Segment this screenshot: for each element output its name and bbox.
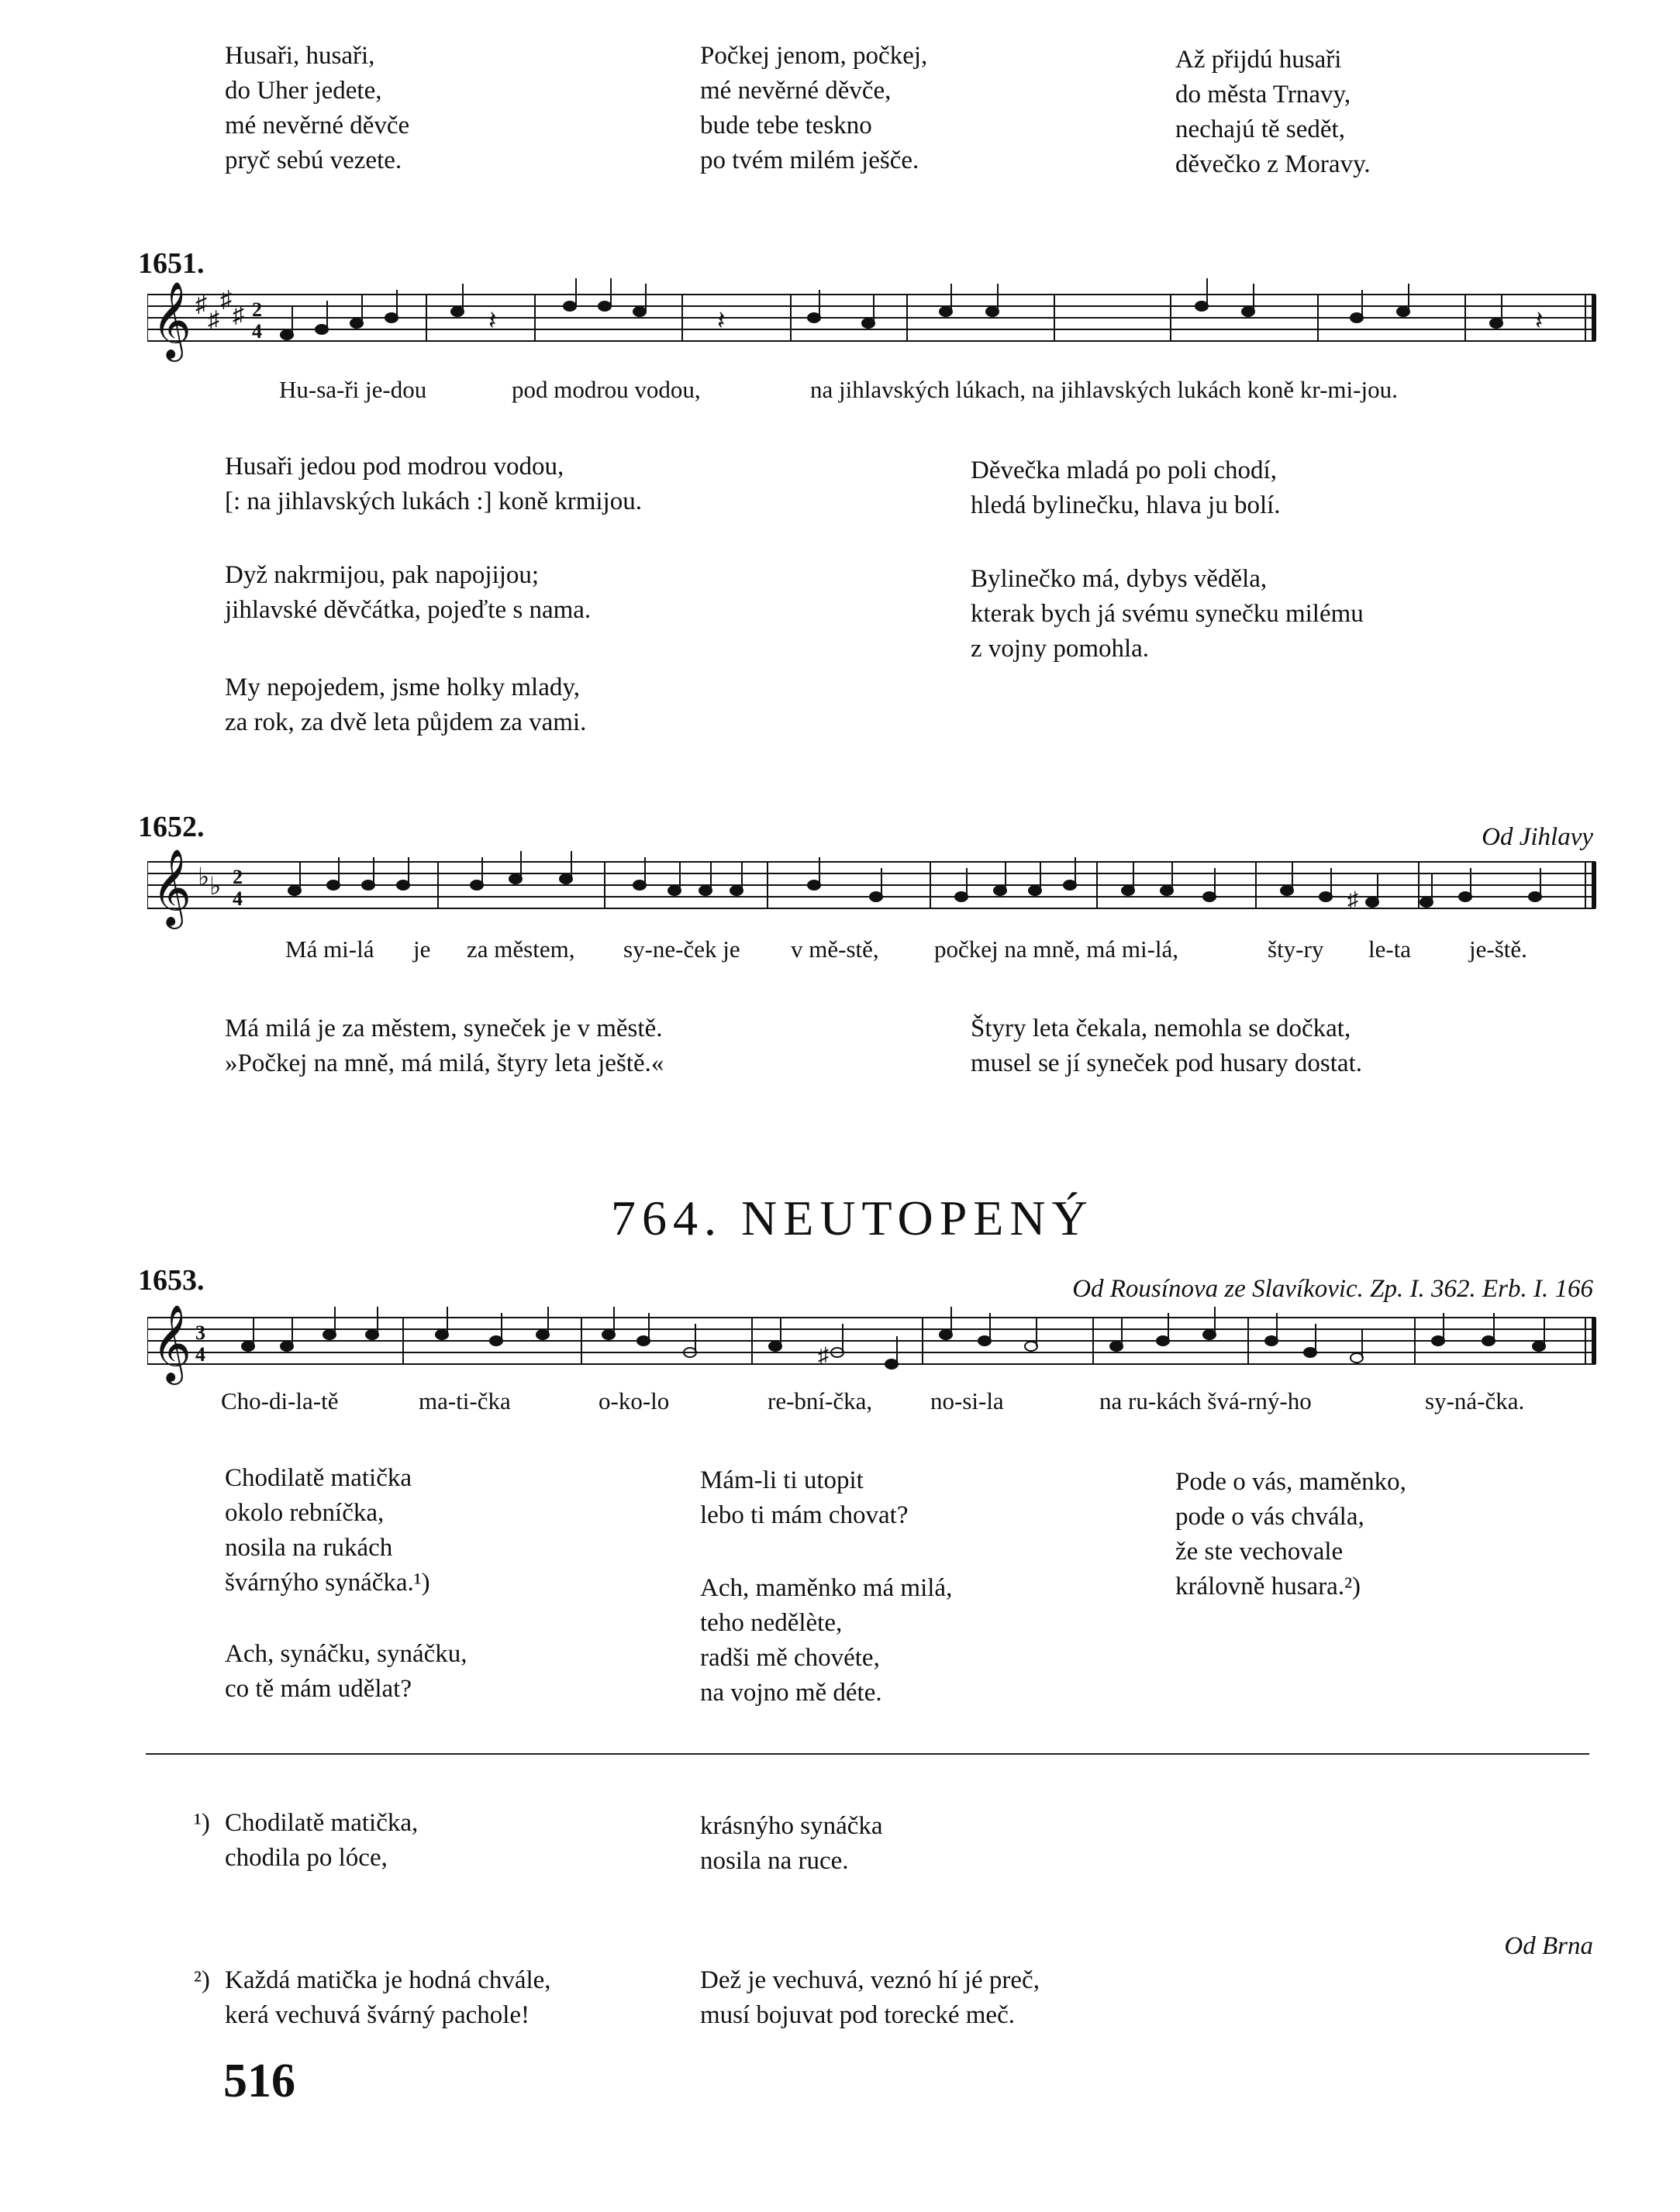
lyrics-1651-b: pod modrou vodou,	[512, 376, 701, 403]
svg-text:4: 4	[195, 1343, 205, 1366]
verse-1651-l2: Dyž nakrmijou, pak napojijou; jihlavské děvčátka, pojeďte s nama.	[225, 561, 592, 624]
section-title: 764. NEUTOPENÝ	[611, 1190, 1094, 1246]
lyrics-1653-g: sy-ná-čka.	[1425, 1387, 1525, 1414]
footnote-2-marker: ²)	[194, 1966, 210, 1994]
verse-1653-c3: Pode o vás, maměnko, pode o vás chvála, že ste vechovale královně husara.²)	[1175, 1468, 1406, 1600]
svg-text:3: 3	[195, 1321, 205, 1344]
footnote-1-right: krásnýho synáčka nosila na ruce.	[700, 1812, 883, 1875]
lyrics-1652-g: šty-ry	[1268, 935, 1324, 963]
lyrics-1651-c: na jihlavských lúkach, na jihlavských lukách koně kr-mi-jou.	[810, 376, 1398, 403]
svg-text:♭: ♭	[209, 872, 222, 900]
verse-1651-l1: Husaři jedou pod modrou vodou, [: na jihlavských lukách :] koně krmijou.	[225, 453, 642, 515]
svg-text:♯: ♯	[220, 287, 232, 312]
svg-text:𝄽: 𝄽	[1535, 307, 1544, 336]
lyrics-1652-c: za městem,	[467, 935, 575, 963]
svg-text:♯: ♯	[233, 302, 244, 328]
song-source-1652: Od Jihlavy	[1482, 823, 1593, 851]
verse-top-2: Počkej jenom, počkej, mé nevěrné děvče, bude tebe teskno po tvém milém ješče.	[700, 42, 928, 174]
svg-text:4: 4	[233, 887, 243, 910]
song-number-1653: 1653.	[138, 1264, 205, 1297]
lyrics-1653-b: ma-ti-čka	[419, 1387, 511, 1414]
verse-1652-left: Má milá je za městem, syneček je v městě. »Počkej na mně, má milá, štyry leta ještě.«	[225, 1015, 664, 1077]
svg-text:𝄽: 𝄽	[717, 307, 726, 336]
lyrics-1651-a: Hu-sa-ři je-dou	[279, 376, 427, 403]
verse-top-3: Až přijdú husaři do města Trnavy, nechajú tě sedět, děvečko z Moravy.	[1175, 46, 1371, 178]
footnote-divider	[146, 1753, 1589, 1755]
song-number-1651: 1651.	[138, 247, 205, 280]
svg-text:𝄞: 𝄞	[152, 849, 191, 926]
svg-text:♯: ♯	[818, 1344, 829, 1368]
lyrics-1652-a: Má mi-lá	[285, 935, 374, 963]
footnote-2-right: Dež je vechuvá, veznó hí jé preč, musí bojuvat pod torecké meč.	[700, 1966, 1040, 2029]
footnote-2-left: Každá matička je hodná chvále, kerá vechuvá švárný pachole!	[225, 1966, 551, 2029]
lyrics-1653-e: no-si-la	[930, 1387, 1004, 1414]
page-number: 516	[223, 2055, 295, 2107]
music-staff-1652	[147, 839, 1605, 939]
verse-top-1: Husaři, husaři, do Uher jedete, mé nevěrné děvče pryč sebú vezete.	[225, 42, 410, 174]
verse-1653-c1a: Chodilatě matička okolo rebníčka, nosila na rukách švárnýho synáčka.¹)	[225, 1464, 430, 1597]
footnote-1-marker: ¹)	[194, 1809, 210, 1837]
footnote-2-source: Od Brna	[1504, 1932, 1593, 1960]
lyrics-1653-f: na ru-kách švá-rný-ho	[1099, 1387, 1312, 1414]
lyrics-1653-c: o-ko-lo	[599, 1387, 670, 1414]
verse-1653-c2a: Mám-li ti utopit lebo ti mám chovat?	[700, 1466, 909, 1529]
verse-1651-r1: Děvečka mladá po poli chodí, hledá bylinečku, hlava ju bolí.	[971, 457, 1281, 519]
verse-1651-l3: My nepojedem, jsme holky mlady, za rok, za dvě leta půjdem za vami.	[225, 674, 587, 736]
svg-text:♯: ♯	[195, 291, 207, 317]
svg-text:𝄽: 𝄽	[488, 307, 497, 336]
svg-text:2: 2	[252, 298, 262, 321]
svg-text:♭: ♭	[198, 863, 210, 891]
lyrics-1652-i: je-ště.	[1469, 935, 1527, 963]
song-number-1652: 1652.	[138, 811, 205, 843]
lyrics-1652-d: sy-ne-ček je	[623, 935, 740, 963]
lyrics-1652-f: počkej na mně, má mi-lá,	[934, 935, 1179, 963]
svg-text:2: 2	[233, 866, 243, 888]
lyrics-1653-d: re-bní-čka,	[768, 1387, 873, 1414]
lyrics-1652-h: le-ta	[1368, 935, 1412, 963]
svg-text:𝄞: 𝄞	[152, 1304, 191, 1382]
verse-1653-c2b: Ach, maměnko má milá, teho nedělète, radši mě chovéte, na vojno mě déte.	[700, 1574, 953, 1707]
verse-1651-r2: Bylinečko má, dybys věděla, kterak bych já svému synečku milému z vojny pomohla.	[971, 565, 1364, 663]
song-source-1653: Od Rousínova ze Slavíkovic. Zp. I. 362. Erb. I. 166	[1072, 1275, 1593, 1303]
music-staff-1653	[147, 1294, 1605, 1395]
verse-1652-right: Štyry leta čekala, nemohla se dočkat, musel se jí syneček pod husary dostat.	[971, 1015, 1362, 1077]
svg-text:♯: ♯	[1347, 888, 1358, 912]
lyrics-1652-b: je	[413, 935, 431, 963]
footnote-1-left: Chodilatě matička, chodila po lóce,	[225, 1809, 419, 1872]
lyrics-1652-e: v mě-stě,	[791, 935, 879, 963]
svg-text:4: 4	[252, 320, 262, 343]
lyrics-1653-a: Cho-di-la-tě	[221, 1387, 339, 1414]
svg-text:♯: ♯	[208, 307, 219, 332]
verse-1653-c1b: Ach, synáčku, synáčku, co tě mám udělat?	[225, 1640, 467, 1703]
music-staff-1651	[147, 271, 1605, 372]
svg-text:𝄞: 𝄞	[152, 281, 191, 359]
